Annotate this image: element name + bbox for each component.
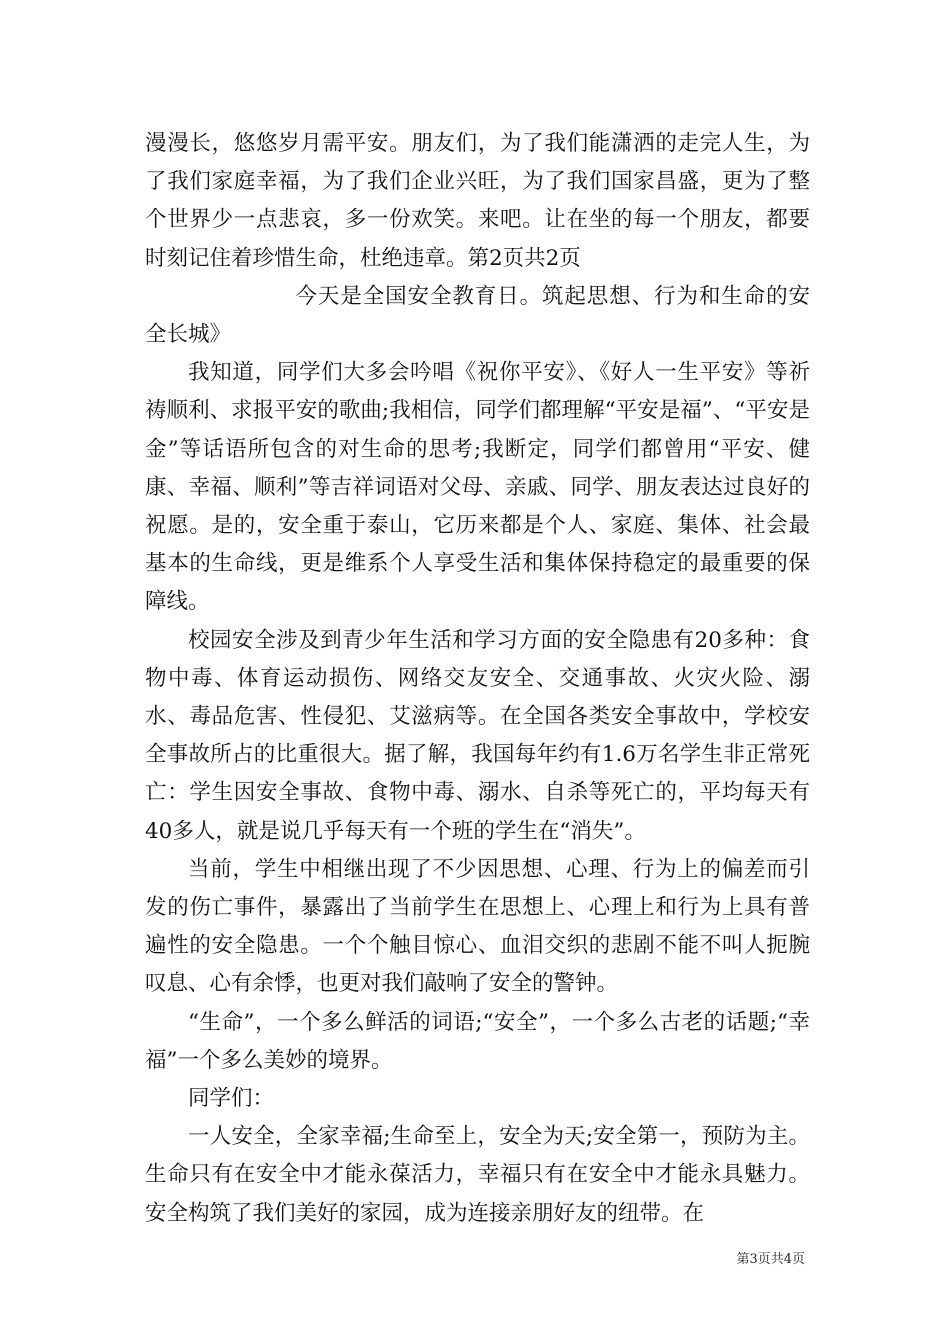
page-number: 第3页共4页 [736,1252,805,1267]
paragraph-continuation: 漫漫长，悠悠岁月需平安。朋友们，为了我们能潇洒的走完人生，为了我们家庭幸福，为了我们企业兴旺，为了我们国家昌盛，更为了整个世界少一点悲哀，多一份欢笑。来吧。让在坐的每一个朋友，都要时刻记住着珍惜生命，杜绝违章。第2页共2页 [145,131,810,271]
salutation: 同学们： [188,1086,275,1112]
section-title: 今天是全国安全教育日。筑起思想、行为和生命的安全长城》 [145,283,810,348]
paragraph: 校园安全涉及到青少年生活和学习方面的安全隐患有20多种：食物中毒、体育运动损伤、网络交友安全、交通事故、火灾火险、溺水、毒品危害、性侵犯、艾滋病等。在全国各类安全事故中，学校安全事故所占的比重很大。据了解，我国每年约有1.6万名学生非正常死亡：学生因安全事故、食物中毒、溺水、自杀等死亡的，平均每天有40多人，就是说几乎每天有一个班的学生在“消失”。 [145,627,810,844]
paragraph: “生命”，一个多么鲜活的词语;“安全”，一个多么古老的话题;“幸福”一个多么美妙的境界。 [145,1009,810,1073]
paragraph: 一人安全，全家幸福;生命至上，安全为天;安全第一，预防为主。生命只有在安全中才能永葆活力，幸福只有在安全中才能永具魅力。安全构筑了我们美好的家园，成为连接亲朋好友的纽带。在 [145,1124,810,1226]
body-text [145,125,810,1233]
paragraph: 我知道，同学们大多会吟唱《祝你平安》、《好人一生平安》等祈祷顺利、求报平安的歌曲;我相信，同学们都理解“平安是福”、“平安是金”等话语所包含的对生命的思考;我断定，同学们都曾用“平安、健康、幸福、顺利”等吉祥词语对父母、亲戚、同学、朋友表达过良好的祝愿。是的，安全重于泰山，它历来都是个人、家庭、集体、社会最基本的生命线，更是维系个人享受生活和集体保持稳定的最重要的保障线。 [145,360,810,615]
paragraph: 当前，学生中相继出现了不少因思想、心理、行为上的偏差而引发的伤亡事件，暴露出了当前学生在思想上、心理上和行为上具有普遍性的安全隐患。一个个触目惊心、血泪交织的悲剧不能不叫人扼腕叹息、心有余悸，也更对我们敲响了安全的警钟。 [145,856,810,997]
